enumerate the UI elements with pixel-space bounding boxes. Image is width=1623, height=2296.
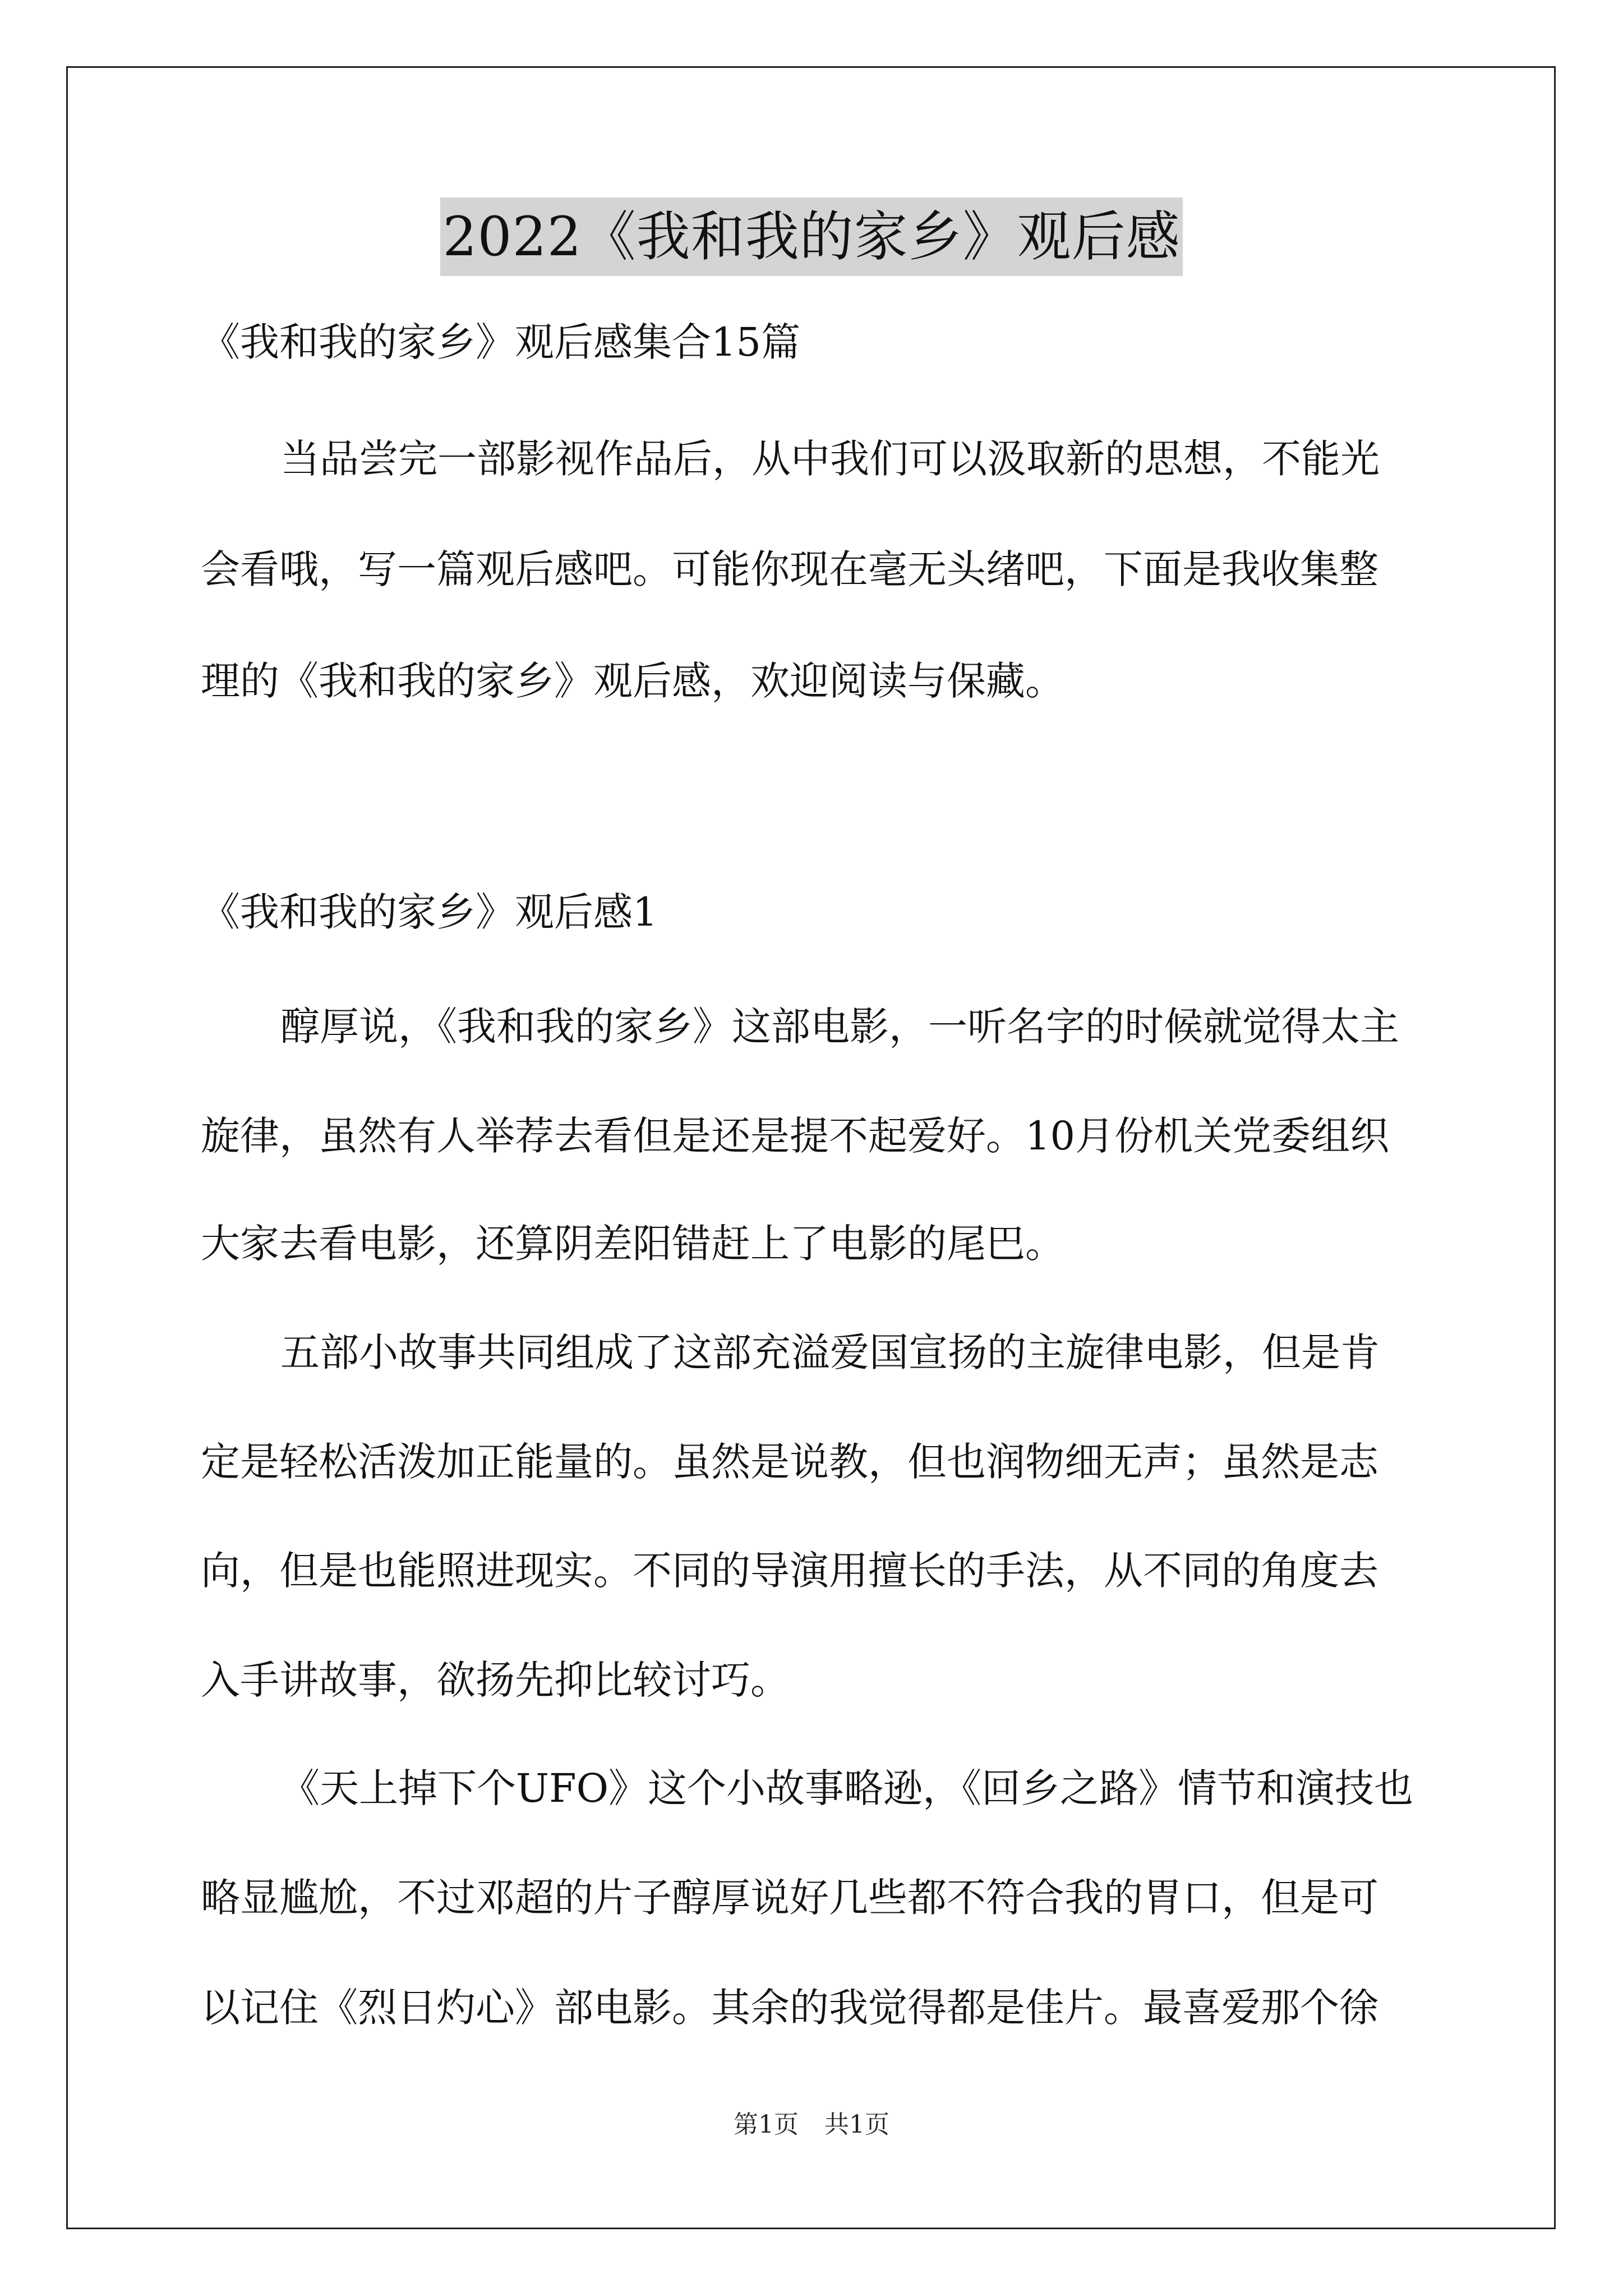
- subtitle: 《我和我的家乡》观后感集合15篇: [201, 319, 801, 365]
- para2-line-1: 五部小故事共同组成了这部充溢爱国宣扬的主旋律电影，但是肯: [280, 1329, 1380, 1375]
- section-heading: 《我和我的家乡》观后感1: [201, 889, 658, 935]
- page-total: 共1页: [824, 2110, 889, 2139]
- para1-line-3: 大家去看电影，还算阴差阳错赶上了电影的尾巴。: [201, 1221, 1064, 1267]
- para3-line-3: 以记住《烈日灼心》部电影。其余的我觉得都是佳片。最喜爱那个徐: [201, 1985, 1378, 2031]
- para3-line-2: 略显尴尬，不过邓超的片子醇厚说好几些都不符合我的胃口，但是可: [201, 1875, 1378, 1921]
- intro-line-2: 会看哦，写一篇观后感吧。可能你现在毫无头绪吧，下面是我收集整: [201, 546, 1378, 592]
- para3-line-1: 《天上掉下个UFO》这个小故事略逊，《回乡之路》情节和演技也: [280, 1765, 1413, 1811]
- page-number: 第1页: [734, 2110, 799, 2139]
- intro-line-3: 理的《我和我的家乡》观后感，欢迎阅读与保藏。: [201, 658, 1064, 704]
- para1-line-1: 醇厚说，《我和我的家乡》这部电影，一听名字的时候就觉得太主: [280, 1004, 1399, 1050]
- document-title: 2022《我和我的家乡》观后感: [440, 197, 1182, 276]
- para1-line-2: 旋律，虽然有人举荐去看但是还是提不起爱好。10月份机关党委组织: [201, 1113, 1390, 1159]
- title-wrap: [0, 197, 1623, 276]
- para2-line-2: 定是轻松活泼加正能量的。虽然是说教，但也润物细无声；虽然是志: [201, 1439, 1378, 1485]
- para2-line-3: 向，但是也能照进现实。不同的导演用擅长的手法，从不同的角度去: [201, 1548, 1378, 1594]
- para2-line-4: 入手讲故事，欲扬先抑比较讨巧。: [201, 1657, 790, 1703]
- intro-line-1: 当品尝完一部影视作品后，从中我们可以汲取新的思想，不能光: [280, 436, 1380, 482]
- page-footer: [0, 2108, 1623, 2142]
